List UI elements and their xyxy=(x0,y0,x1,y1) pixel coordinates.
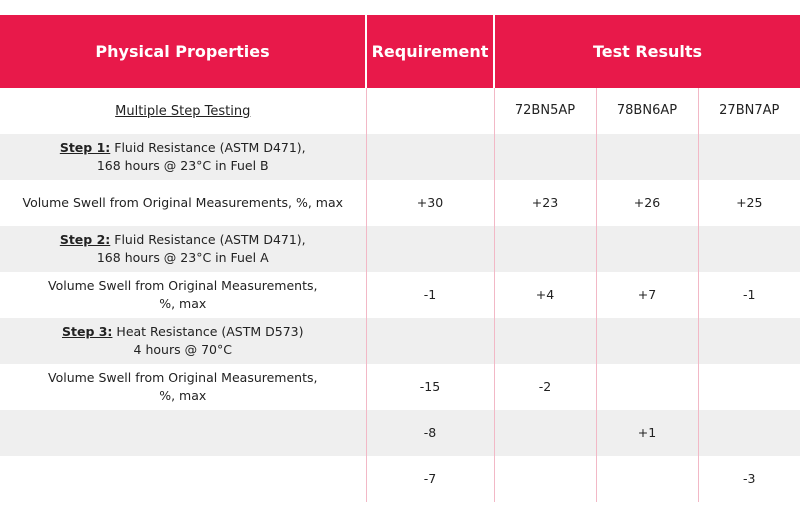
table-row xyxy=(0,456,800,502)
property-cell: Volume Swell from Original Measurements, %, max xyxy=(48,278,318,311)
table-row xyxy=(0,410,800,456)
table-row xyxy=(0,226,800,272)
result-cell: +1 xyxy=(596,410,698,456)
property-cell: Volume Swell from Original Measurements, %, max xyxy=(22,195,343,210)
header-requirement: Requirement xyxy=(366,15,494,88)
step-description xyxy=(0,134,366,180)
table-row xyxy=(0,272,800,318)
compound-name: 78BN6AP xyxy=(596,88,698,134)
physical-properties-table xyxy=(0,15,800,502)
table-row xyxy=(0,318,800,364)
property-cell xyxy=(0,456,366,502)
step-description xyxy=(0,318,366,364)
step-text: Fluid Resistance (ASTM D471), xyxy=(114,232,306,247)
section-title: Multiple Step Testing xyxy=(115,103,251,119)
result-cell xyxy=(698,410,800,456)
property-cell: Volume Swell from Original Measurements, %, max xyxy=(48,370,318,403)
header-physical-properties: Physical Properties xyxy=(0,15,366,88)
table-row xyxy=(0,88,800,134)
table-row xyxy=(0,134,800,180)
header-row xyxy=(0,15,800,88)
step-text: 4 hours @ 70°C xyxy=(133,342,232,357)
step-label: Step 3: xyxy=(61,324,113,339)
result-cell: -1 xyxy=(698,272,800,318)
property-cell xyxy=(0,410,366,456)
result-cell: +26 xyxy=(596,180,698,226)
step-text: 168 hours @ 23°C in Fuel A xyxy=(96,250,269,265)
result-cell xyxy=(596,456,698,502)
result-cell xyxy=(698,364,800,410)
result-cell: +4 xyxy=(494,272,596,318)
requirement-cell: -15 xyxy=(366,364,494,410)
result-cell: +23 xyxy=(494,180,596,226)
result-cell: +25 xyxy=(698,180,800,226)
step-text: Heat Resistance (ASTM D573) xyxy=(116,324,304,339)
header-test-results: Test Results xyxy=(494,15,800,88)
step-label: Step 1: xyxy=(59,140,111,155)
result-cell xyxy=(494,410,596,456)
step-text: Fluid Resistance (ASTM D471), xyxy=(114,140,306,155)
requirement-cell: -8 xyxy=(366,410,494,456)
result-cell xyxy=(596,364,698,410)
result-cell: -3 xyxy=(698,456,800,502)
empty-cell xyxy=(366,88,494,134)
result-cell: +7 xyxy=(596,272,698,318)
requirement-cell: -7 xyxy=(366,456,494,502)
step-text: 168 hours @ 23°C in Fuel B xyxy=(96,158,269,173)
compound-name: 27BN7AP xyxy=(698,88,800,134)
step-description xyxy=(0,226,366,272)
requirement-cell: -1 xyxy=(366,272,494,318)
result-cell xyxy=(494,456,596,502)
compound-name: 72BN5AP xyxy=(494,88,596,134)
step-label: Step 2: xyxy=(59,232,111,247)
table-row xyxy=(0,180,800,226)
table-row xyxy=(0,364,800,410)
requirement-cell: +30 xyxy=(366,180,494,226)
result-cell: -2 xyxy=(494,364,596,410)
